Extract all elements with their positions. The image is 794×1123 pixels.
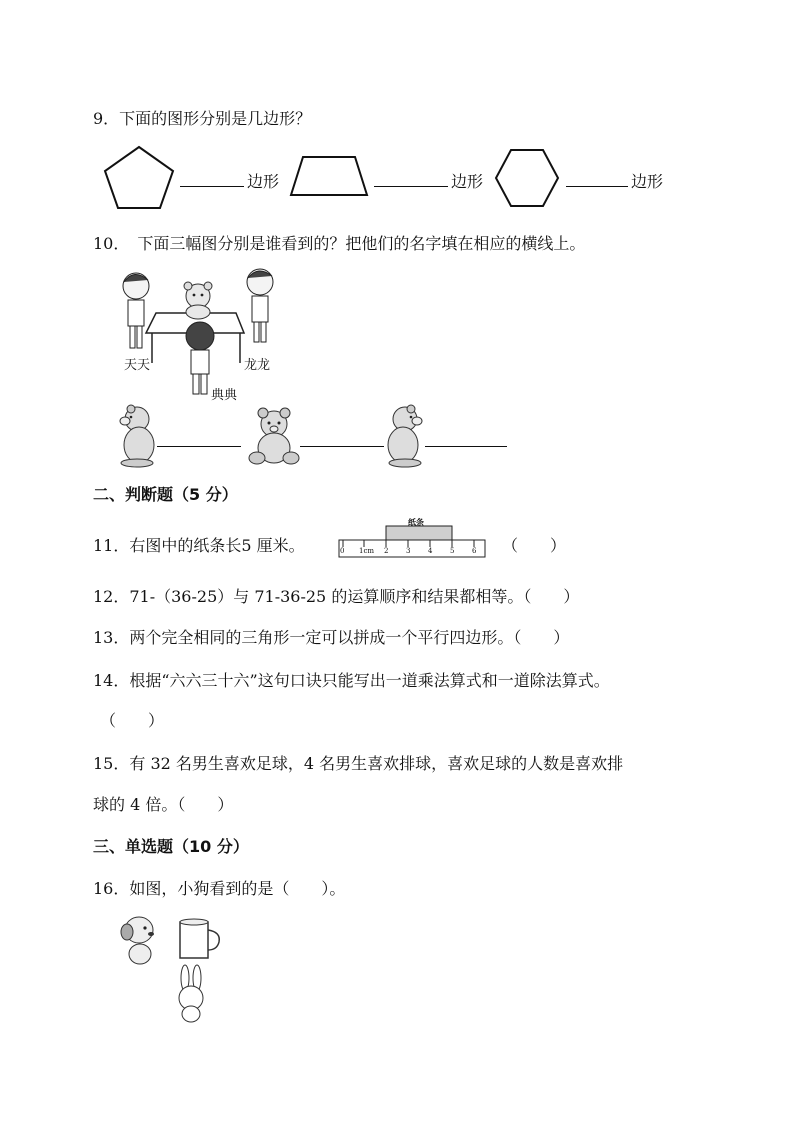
q9-suffix-3: 边形 [631, 172, 664, 191]
name-diandian: 典典 [211, 388, 238, 403]
q16-text: 16．如图，小狗看到的是（ ）。 [93, 879, 346, 898]
q10-blank-3[interactable] [425, 446, 507, 447]
ruler-tick-3: 3 [406, 547, 411, 555]
table-scene-illustration [118, 268, 278, 398]
q10-blank-1[interactable] [157, 446, 241, 447]
q14-answer-paren[interactable]: （ ） [100, 711, 165, 730]
q9-suffix-1: 边形 [247, 172, 280, 191]
ruler-tick-0: 0 [340, 547, 345, 555]
name-longlong: 龙龙 [244, 358, 271, 373]
ruler-tick-2: 2 [384, 547, 389, 555]
q11-text: 11．右图中的纸条长5 厘米。 [93, 536, 305, 555]
q9-blank-1[interactable] [180, 186, 244, 187]
q9-blank-2[interactable] [374, 186, 448, 187]
q12-text: 12．71-（36-25）与 71-36-25 的运算顺序和结果都相等。（ ） [93, 587, 580, 606]
ruler-strip-label: 纸条 [408, 517, 424, 527]
pentagon-shape [103, 145, 175, 211]
q10-text: 10． 下面三幅图分别是谁看到的？把他们的名字填在相应的横线上。 [93, 234, 586, 253]
q13-text: 13．两个完全相同的三角形一定可以拼成一个平行四边形。（ ） [93, 628, 570, 647]
ruler-tick-4: 4 [428, 547, 433, 555]
ruler-tick-1: 1cm [359, 547, 375, 555]
trapezoid-shape [289, 155, 369, 197]
q14-text: 14．根据“六六三十六”这句口诀只能写出一道乘法算式和一道除法算式。 [93, 671, 610, 690]
q9-suffix-2: 边形 [451, 172, 484, 191]
hexagon-shape [494, 148, 560, 208]
q15-text-line1: 15．有 32 名男生喜欢足球，4 名男生喜欢排球，喜欢足球的人数是喜欢排 [93, 754, 624, 773]
bear-side-view-right [385, 405, 425, 467]
q11-answer-paren[interactable]: （ ） [502, 536, 567, 555]
bear-front-view [248, 408, 300, 466]
ruler-tick-5: 5 [450, 547, 455, 555]
q15-text-line2: 球的 4 倍。（ ） [93, 795, 234, 814]
section-3-title: 三、单选题（10 分） [93, 837, 249, 856]
name-tiantian: 天天 [124, 358, 151, 373]
ruler-tick-6: 6 [472, 547, 477, 555]
bear-side-view-left [117, 405, 157, 467]
q9-blank-3[interactable] [566, 186, 628, 187]
q10-blank-2[interactable] [300, 446, 384, 447]
section-2-title: 二、判断题（5 分） [93, 485, 238, 504]
q9-text: 9．下面的图形分别是几边形？ [93, 109, 312, 128]
dog-cup-rabbit-illustration [115, 910, 225, 1025]
